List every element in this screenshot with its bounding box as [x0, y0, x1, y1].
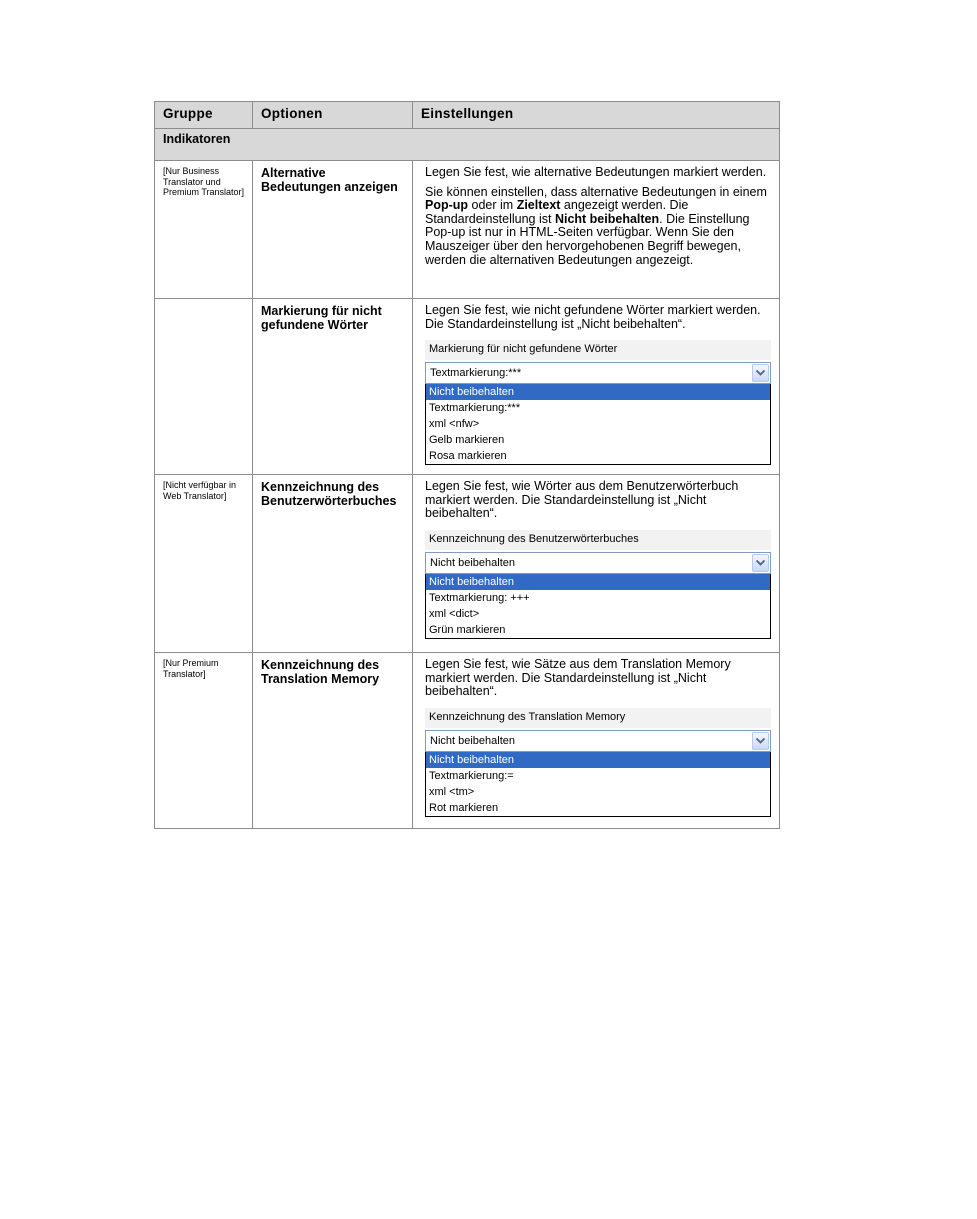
option-item[interactable]: Nicht beibehalten [426, 752, 770, 768]
tm-option-list [425, 752, 771, 817]
setting-cell [413, 161, 780, 299]
text-run: oder im [468, 198, 517, 213]
option-item[interactable]: xml <nfw> [429, 418, 480, 431]
option-cell: Markierung für nicht gefundene Wörter [253, 299, 413, 475]
section-indikatoren: Indikatoren [155, 129, 780, 161]
group-cell: [Nicht verfügbar in Web Translator] [155, 475, 253, 653]
chevron-down-icon[interactable] [752, 364, 769, 382]
setting-paragraph: Legen Sie fest, wie alternative Bedeutungen markiert werden. [425, 165, 767, 179]
option-item[interactable]: Textmarkierung:*** [429, 402, 521, 415]
setting-paragraph: Legen Sie fest, wie Sätze aus dem Translation Memory markiert werden. Die Standardeinstellung ist „Nicht beibehalten“. [425, 657, 731, 699]
group-cell [155, 299, 253, 475]
text-run: angezeigt werden. Die Standardeinstellung ist [425, 198, 689, 226]
dropdown-value: Textmarkierung:*** [430, 367, 522, 380]
dropdown-value: Nicht beibehalten [430, 734, 516, 747]
option-item[interactable]: xml <dict> [429, 607, 480, 620]
option-cell: Kennzeichnung des Benutzerwörterbuches [253, 475, 413, 653]
dict-option-list [425, 574, 771, 639]
setting-cell [413, 653, 780, 829]
header-row [155, 102, 780, 129]
dropdown-value: Nicht beibehalten [430, 556, 516, 569]
table-row [155, 475, 780, 653]
tm-widget [425, 708, 771, 817]
option-item[interactable]: Nicht beibehalten [426, 384, 770, 400]
group-cell: [Nur Premium Translator] [155, 653, 253, 829]
header-einstellungen: Einstellungen [413, 102, 780, 129]
dict-dropdown[interactable] [425, 552, 771, 574]
text-run: . Die Einstellung Pop-up ist nur in HTML-Seiten verfügbar. Wenn Sie den Mauszeiger über den hervorgehobenen Begriff bewegen, werden die alternativen Bedeutungen angezeigt. [425, 211, 750, 267]
widget-label: Kennzeichnung des Benutzerwörterbuches [425, 530, 771, 550]
table-row [155, 653, 780, 829]
chevron-down-icon[interactable] [752, 554, 769, 572]
dict-widget [425, 530, 771, 639]
nfw-dropdown[interactable] [425, 362, 771, 384]
nfw-widget [425, 340, 771, 465]
chevron-down-icon[interactable] [752, 732, 769, 750]
option-cell: Alternative Bedeutungen anzeigen [253, 161, 413, 299]
nfw-option-list [425, 384, 771, 465]
option-item[interactable]: xml <tm> [429, 785, 475, 798]
option-item[interactable]: Textmarkierung:= [429, 769, 514, 782]
option-item[interactable]: Rosa markieren [429, 450, 507, 463]
option-item[interactable]: Textmarkierung: +++ [429, 591, 530, 604]
bold-run: Pop-up [425, 198, 469, 213]
option-item[interactable]: Grün markieren [429, 623, 506, 636]
option-item[interactable]: Nicht beibehalten [426, 574, 770, 590]
setting-cell [413, 475, 780, 653]
bold-run: Zieltext [516, 198, 561, 213]
section-row [155, 129, 780, 161]
setting-paragraph [425, 186, 771, 268]
option-item[interactable]: Rot markieren [429, 801, 499, 814]
setting-cell [413, 299, 780, 475]
option-cell: Kennzeichnung des Translation Memory [253, 653, 413, 829]
group-cell: [Nur Business Translator und Premium Translator] [155, 161, 253, 299]
settings-table [154, 101, 780, 829]
setting-paragraph: Legen Sie fest, wie nicht gefundene Wörter markiert werden. Die Standardeinstellung ist „Nicht beibehalten“. [425, 303, 761, 331]
tm-dropdown[interactable] [425, 730, 771, 752]
header-gruppe: Gruppe [155, 102, 253, 129]
widget-label: Markierung für nicht gefundene Wörter [425, 340, 771, 360]
table-row [155, 299, 780, 475]
bold-run: Nicht beibehalten [554, 211, 660, 226]
text-run: Sie können einstellen, dass alternative Bedeutungen in einem [425, 184, 767, 199]
option-item[interactable]: Gelb markieren [429, 434, 505, 447]
header-optionen: Optionen [253, 102, 413, 129]
widget-label: Kennzeichnung des Translation Memory [425, 708, 771, 728]
table-row [155, 161, 780, 299]
setting-paragraph: Legen Sie fest, wie Wörter aus dem Benutzerwörterbuch markiert werden. Die Standardeinstellung ist „Nicht beibehalten“. [425, 479, 739, 521]
